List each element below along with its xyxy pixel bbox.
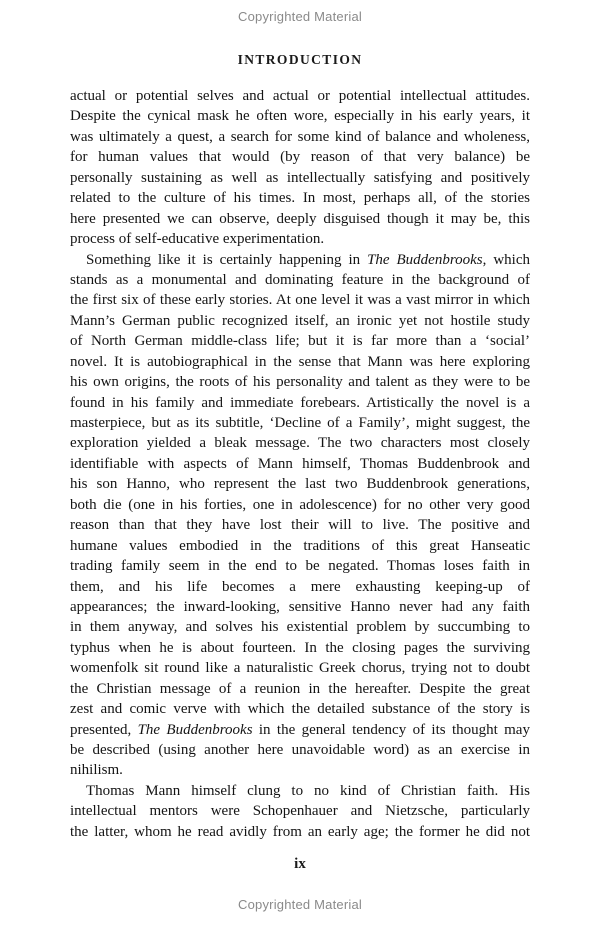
text: found in his family and immediate forebears. Artistically the novel is a	[70, 394, 530, 411]
text-line	[70, 597, 530, 617]
text-line	[70, 699, 530, 719]
text-line	[70, 781, 530, 801]
text-line	[70, 577, 530, 597]
page-number: ix	[294, 856, 306, 872]
text-line	[70, 495, 530, 515]
text-line	[70, 515, 530, 535]
text: was ultimately a quest, a search for some kind of balance and wholeness,	[70, 128, 530, 145]
text-line	[70, 822, 530, 842]
text: here presented we can observe, deeply disguised though it may be, this	[70, 210, 530, 227]
text: Thomas Mann himself clung to no kind of Christian faith. His	[86, 782, 530, 799]
text: be described (using another here unavoidable word) as an exercise in	[70, 742, 530, 758]
text: stands as a monumental and dominating feature in the background of	[70, 271, 530, 288]
text: appearances; the inward-looking, sensitive Hanno never had any faith	[70, 598, 530, 615]
text-line	[70, 760, 530, 780]
text-line	[70, 311, 530, 331]
text: them, and his life becomes a mere exhausting keeping-up of	[70, 578, 530, 595]
text: Something like it is certainly happening in	[86, 251, 368, 268]
text-line	[70, 270, 530, 290]
text: zest and comic verve with which the detailed substance of the story is	[70, 701, 530, 718]
text: the Christian message of a reunion in the hereafter. Despite the great	[70, 680, 530, 697]
text-line	[70, 679, 530, 699]
text: identifiable with aspects of Mann himself, Thomas Buddenbrook and	[70, 455, 530, 472]
text: intellectual mentors were Schopenhauer and Nietzsche, particularly	[70, 803, 530, 820]
text: process of self-educative experimentation.	[70, 231, 325, 248]
text: related to the culture of his times. In most, perhaps all, of the stories	[70, 190, 530, 207]
text: his own origins, the roots of his personality and talent as they were to be	[70, 374, 530, 391]
text: the latter, whom he read avidly from an early age; the former he did not	[70, 823, 530, 840]
text: novel. It is autobiographical in the sense that Mann was here exploring	[70, 353, 530, 370]
text: masterpiece, but as its subtitle, ‘Decline of a Family’, might suggest, the	[70, 415, 530, 431]
text: nihilism.	[70, 762, 123, 779]
text-line	[70, 106, 530, 126]
text-line	[70, 352, 530, 372]
text: the first six of these early stories. At one level it was a vast mirror in which	[70, 292, 530, 309]
text: humane values embodied in the traditions of this great Hanseatic	[70, 537, 530, 554]
paragraph	[70, 86, 530, 250]
watermark-top: Copyrighted Material	[238, 9, 362, 24]
text: exploration yielded a bleak message. The two characters most closely	[70, 435, 530, 452]
text-line	[70, 433, 530, 453]
text-line	[70, 474, 530, 494]
text-line	[70, 454, 530, 474]
text: , which	[482, 251, 530, 268]
watermark-bottom: Copyrighted Material	[238, 897, 362, 912]
text: trading family seem in the end to be negated. Thomas loses faith in	[70, 558, 530, 575]
text-line	[70, 127, 530, 147]
text: womenfolk sit round like a naturalistic Greek chorus, trying not to doubt	[70, 660, 530, 677]
text-line	[70, 393, 530, 413]
text: presented,	[70, 721, 138, 738]
text-line	[70, 617, 530, 637]
text: both die (one in his forties, one in adolescence) for no other very good	[70, 496, 530, 513]
text-line	[70, 250, 530, 270]
text: actual or potential selves and actual or potential intellectual attitudes.	[70, 88, 530, 104]
text-line	[70, 188, 530, 208]
text-line	[70, 536, 530, 556]
text-line	[70, 86, 530, 106]
text: for human values that would (by reason of that very balance) be	[70, 149, 530, 166]
paragraph	[70, 781, 530, 842]
italic-text: The Buddenbrooks	[367, 251, 483, 268]
text: in them anyway, and solves his existential problem by succumbing to	[70, 619, 530, 636]
text: in the general tendency of its thought may	[252, 721, 530, 738]
text-line	[70, 290, 530, 310]
page-heading: INTRODUCTION	[237, 52, 363, 67]
text-line	[70, 638, 530, 658]
text-line	[70, 720, 530, 740]
text-line	[70, 556, 530, 576]
text: reason than that they have lost their will to live. The positive and	[70, 517, 530, 534]
text-line	[70, 658, 530, 678]
text: Mann’s German public recognized itself, an ironic yet not hostile study	[70, 312, 530, 329]
text-line	[70, 372, 530, 392]
text: of North German middle-class life; but it is far more than a ‘social’	[70, 333, 530, 350]
text-line	[70, 801, 530, 821]
text-line	[70, 413, 530, 433]
text-block	[70, 86, 530, 842]
text: typhus when he is about fourteen. In the closing pages the surviving	[70, 639, 530, 656]
text-line	[70, 740, 530, 760]
text: personally sustaining as well as intellectually satisfying and positively	[70, 169, 530, 186]
text-line	[70, 209, 530, 229]
text: his son Hanno, who represent the last two Buddenbrook generations,	[70, 476, 530, 493]
text-line	[70, 331, 530, 351]
text-line	[70, 229, 530, 249]
text-line	[70, 147, 530, 167]
italic-text: The Buddenbrooks	[137, 721, 253, 738]
text: Despite the cynical mask he often wore, especially in his early years, it	[70, 108, 530, 125]
paragraph	[70, 250, 530, 781]
text-line	[70, 168, 530, 188]
